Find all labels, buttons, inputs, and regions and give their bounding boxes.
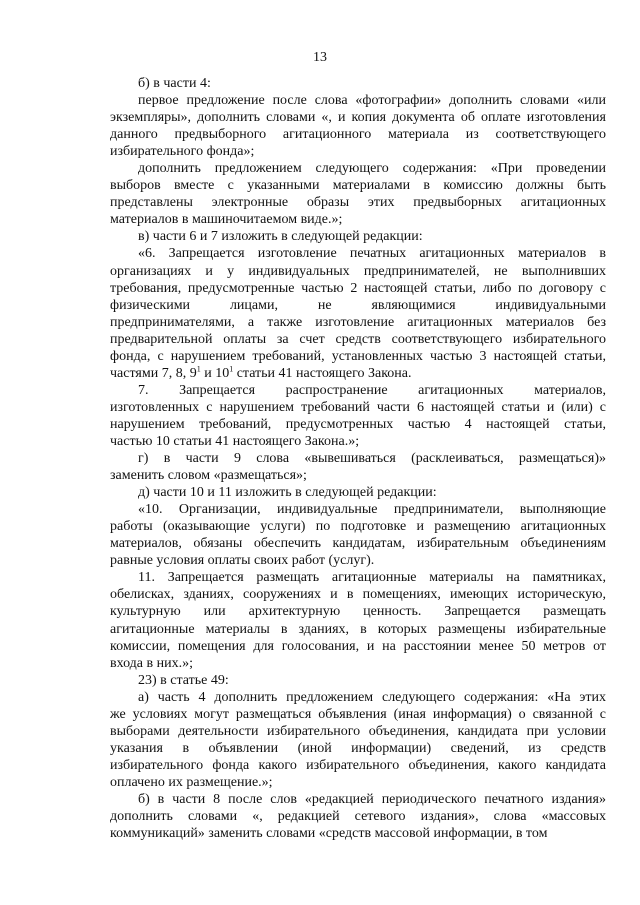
text-line: экземпляры», дополнить словами «, и копия документа об оплате изготовления [110,110,606,126]
text-line: частями 7, 8, $9^1$ и $10^1$ статьи 41 настоящего Закона. [110,364,412,381]
text-line: б) в части 4: [138,76,211,91]
text-line: избирательного фонда какого избирательного объединения, какого кандидата [110,757,606,773]
paragraph [110,228,606,245]
text-line: предварительной оплаты за счет средств соответствующего избирательного [110,331,606,347]
paragraph [110,501,606,569]
text-line: выборов вместе с указанными материалами в комиссию должны быть [110,178,606,194]
text-line: предпринимателями, а также изготовление агитационных материалов без [110,314,606,330]
text-line: комиссии, помещения для голосования, и на расстоянии менее 50 метров от [110,638,606,654]
text-line: 11. Запрещается размещать агитационные материалы на памятниках, [138,570,606,586]
text-line: первое предложение после слова «фотографии» дополнить словами «или [138,93,606,109]
text-line: представлены электронные образы этих предвыборных агитационных [110,195,606,211]
text-line: «10. Организации, индивидуальные предприниматели, выполняющие [138,502,606,518]
text-line: заменить словом «размещаться»; [110,468,307,484]
page-number: 13 [313,50,327,65]
text-line: физическими лицами, не являющимися индивидуальными [110,297,606,313]
paragraph [110,382,606,450]
text-line: же условиях могут размещаться объявления (иная информация) о связанной с [110,706,606,722]
paragraph [110,75,606,92]
text-line: 7. Запрещается распространение агитационных материалов, [138,382,606,398]
text-line: дополнить предложением следующего содержания: «При проведении [138,161,606,177]
text-line: культурную или архитектурную ценность. Запрещается размещать [110,604,606,620]
text-line: агитационные материалы в зданиях, в которых размещены избирательные [110,621,606,637]
text-line: г) в части 9 слова «вывешиваться (расклеиваться, размещаться)» [138,451,606,467]
text-line: б) в части 8 после слов «редакцией периодического печатного издания» [138,791,606,807]
text-line: выборами деятельности избирательного объединения, кандидата при условии [110,723,606,739]
text-line: равные условия оплаты своих работ (услуг). [110,553,375,569]
paragraph [110,672,606,689]
text-line: коммуникаций» заменить словами «средств массовой информации, в том [110,826,548,842]
text-line: оплачено их размещение.»; [110,774,273,790]
paragraph [110,92,606,160]
text-line: материалов в машиночитаемом виде.»; [110,212,343,228]
paragraph [110,450,606,484]
text-line: обелисках, зданиях, сооружениях и в помещениях, имеющих историческую, [110,587,606,603]
text-line: «6. Запрещается изготовление печатных агитационных материалов в [138,246,606,262]
text-line: указания в объявлении (иной информации) сведений, из средств [110,740,606,756]
text-line: д) части 10 и 11 изложить в следующей редакции: [138,485,437,501]
text-line: работы (оказывающие услуги) по подготовке и размещению агитационных [110,519,606,535]
paragraph [110,160,606,228]
paragraph [110,569,606,671]
paragraph [110,791,606,842]
text-line: организациях и у индивидуальных предпринимателей, не выполнивших [110,263,606,279]
text-line: в) части 6 и 7 изложить в следующей редакции: [138,229,423,245]
document-body [110,75,606,842]
paragraph [110,484,606,501]
text-line: а) часть 4 дополнить предложением следующего содержания: «На этих [138,689,606,705]
paragraph [110,689,606,791]
paragraph [110,245,606,381]
text-line: дополнить словами «, редакцией сетевого издания», слова «массовых [110,809,606,825]
text-line: материалов, обязаны обеспечить кандидатам, избирательным объединениям [110,536,606,552]
text-line: данного предвыборного агитационного материала из соответствующего [110,127,606,143]
text-line: требования, предусмотренные частью 2 настоящей статьи, либо по договору с [110,280,606,296]
text-line: частью 10 статьи 41 настоящего Закона.»; [110,433,360,449]
text-line: фонда, с нарушением требований, установленных частью 3 настоящей статьи, [110,348,606,364]
text-line: входа в них.»; [110,655,193,671]
text-line: изготовленных с нарушением требований части 6 настоящей статьи и (или) с [110,399,606,415]
text-line: 23) в статье 49: [138,672,229,688]
text-line: избирательного фонда»; [110,144,255,160]
text-line: нарушением требований, предусмотренных частью 4 настоящей статьи, [110,416,606,432]
